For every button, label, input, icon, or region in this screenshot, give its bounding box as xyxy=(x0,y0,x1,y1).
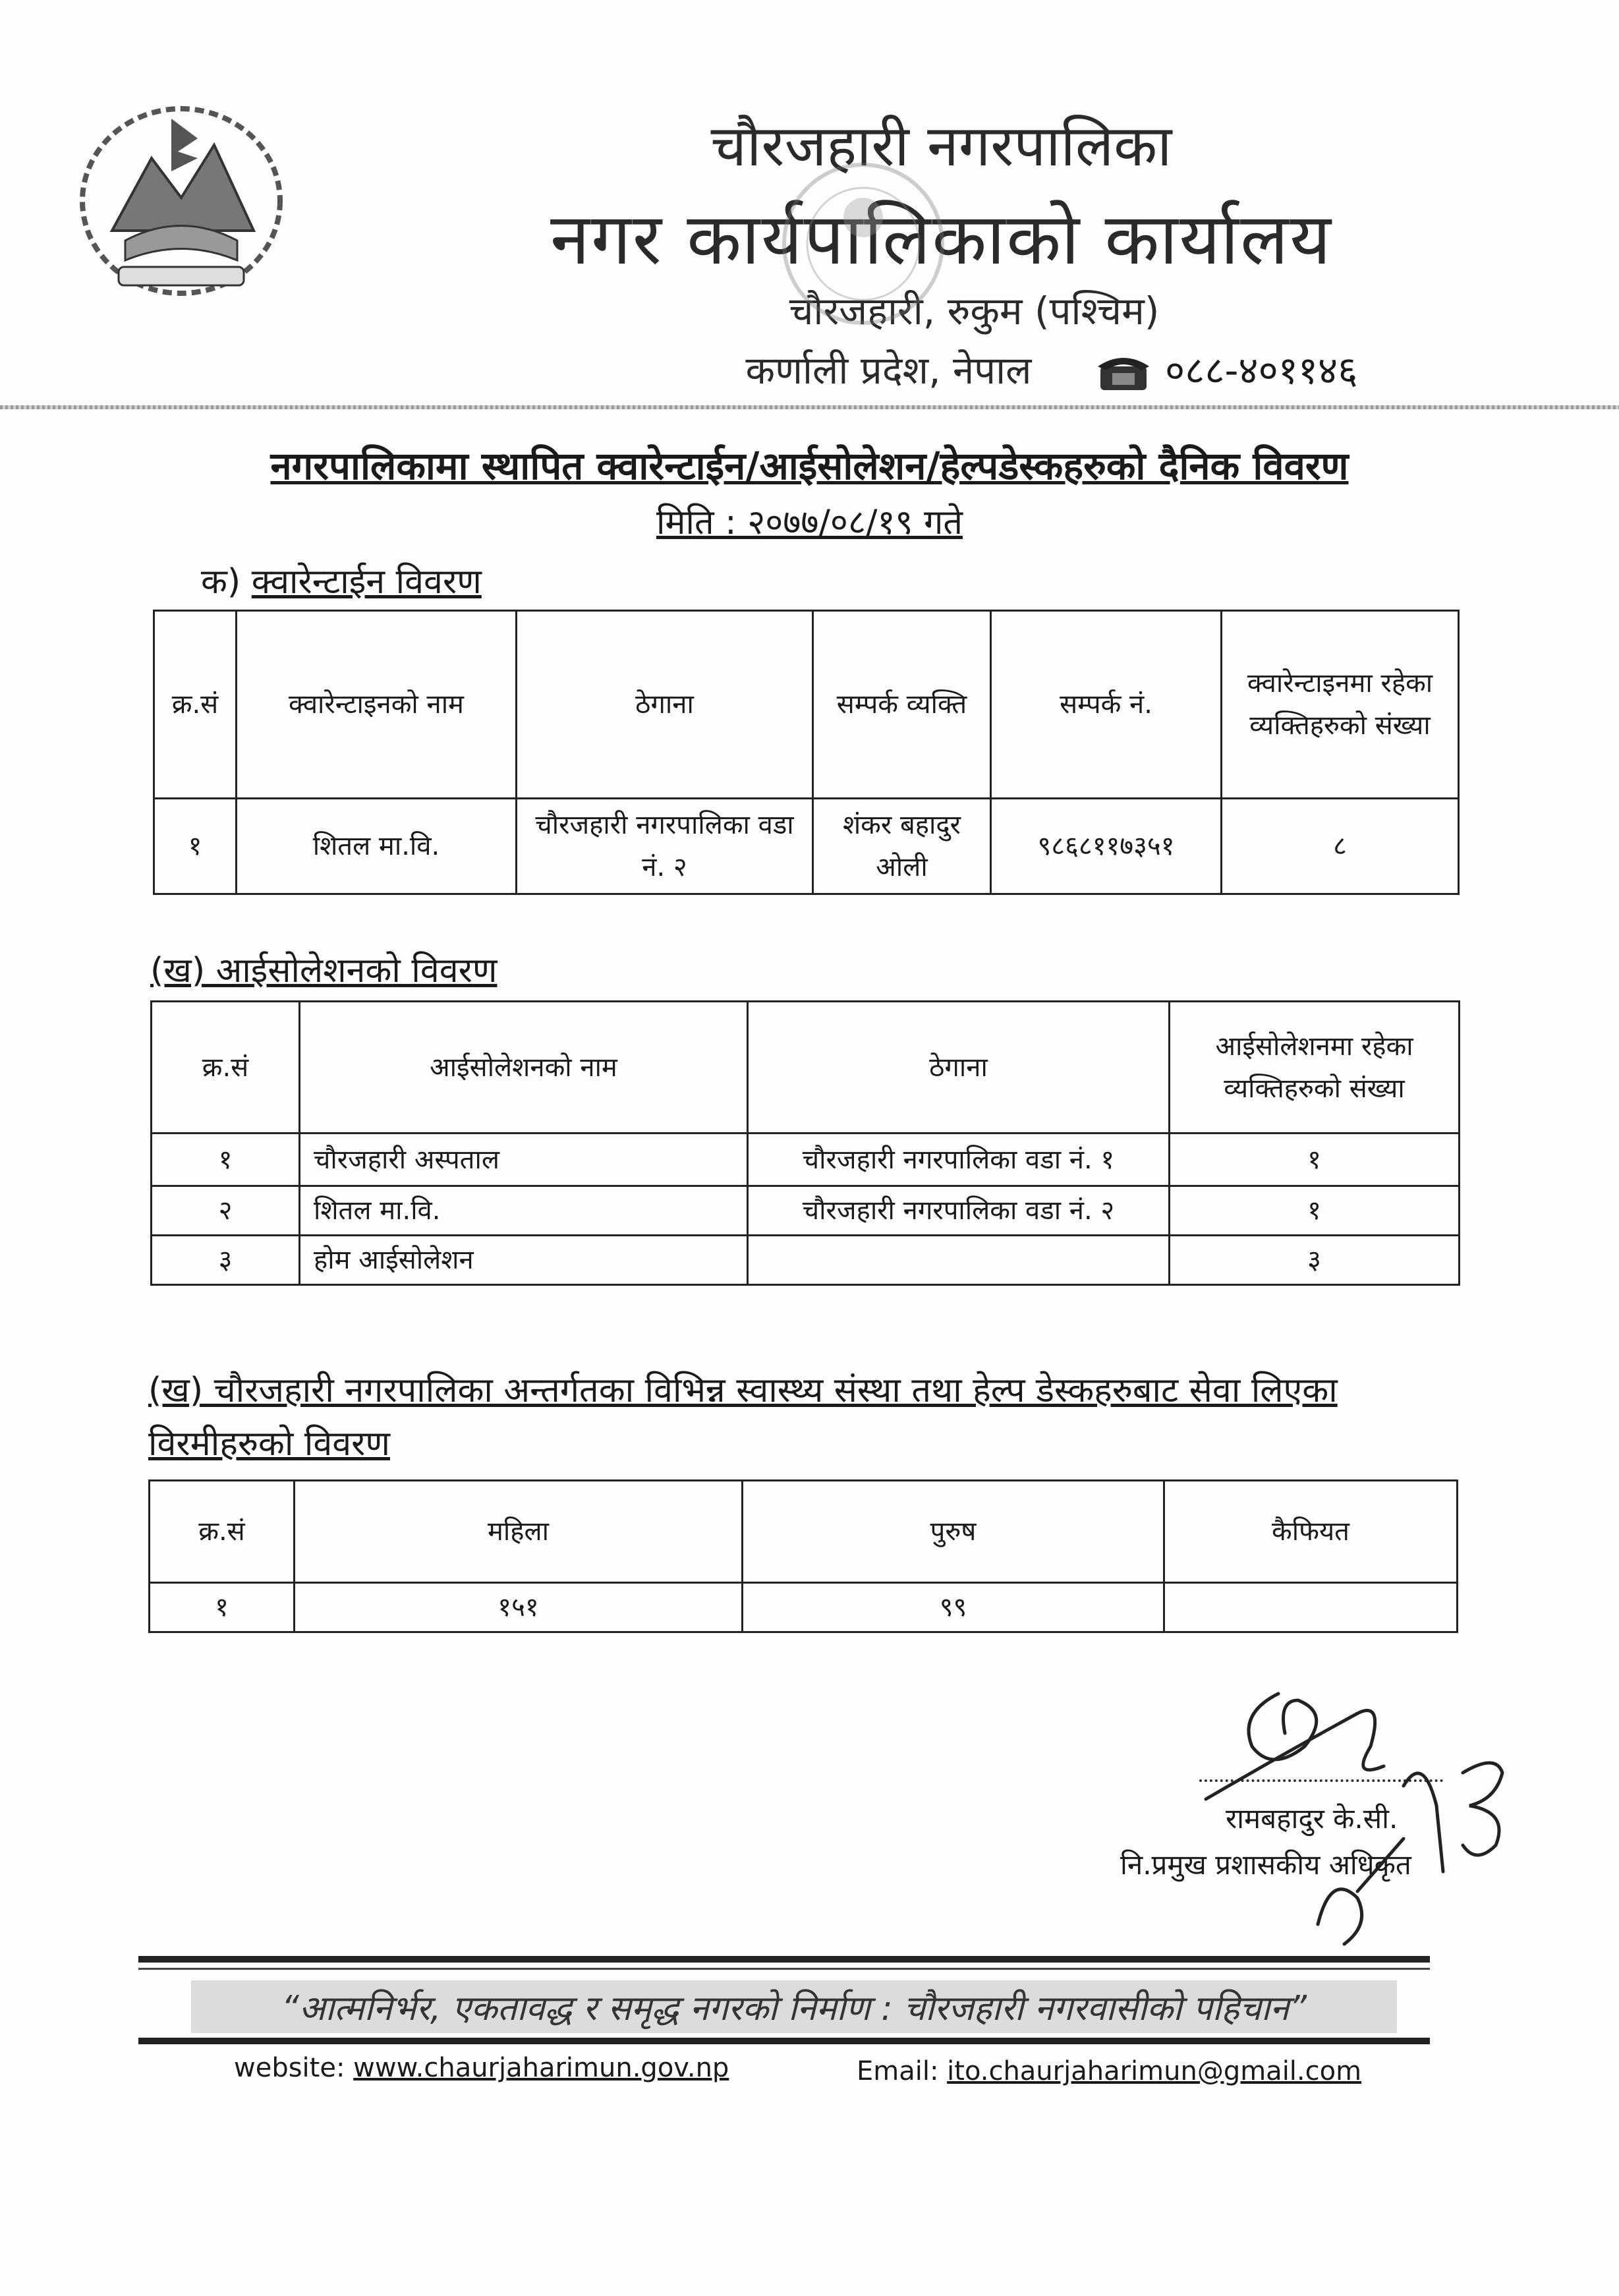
footer-website xyxy=(234,2053,729,2083)
quarantine-header-row xyxy=(154,611,1459,799)
cell-name: शितल मा.वि. xyxy=(237,799,517,894)
header-female: महिला xyxy=(295,1481,743,1583)
isolation-table xyxy=(150,1000,1460,1286)
website-link[interactable]: www.chaurjaharimun.gov.np xyxy=(353,2053,729,2083)
cell-sn: २ xyxy=(152,1186,300,1236)
header-isolation-count: आईसोलेशनमा रहेका व्यक्तिहरुको संख्या xyxy=(1170,1002,1460,1134)
address-line-2: कर्णाली प्रदेश, नेपाल xyxy=(745,348,1032,393)
header-male: पुरुष xyxy=(743,1481,1164,1583)
header-sn: क्र.सं xyxy=(154,611,237,799)
header-divider xyxy=(0,405,1619,409)
patients-table xyxy=(148,1479,1458,1633)
table-row xyxy=(152,1134,1460,1186)
cell-count: ८ xyxy=(1222,799,1459,894)
table-row xyxy=(150,1583,1458,1632)
cell-address: चौरजहारी नगरपालिका वडा नं. १ xyxy=(748,1134,1170,1186)
cell-contact-no: ९८६८११७३५१ xyxy=(991,799,1222,894)
email-link[interactable]: ito.chaurjaharimun@gmail.com xyxy=(947,2056,1362,2086)
telephone-icon xyxy=(1094,353,1153,393)
handwritten-signature xyxy=(1186,1674,1529,1957)
header-contact-person: सम्पर्क व्यक्ति xyxy=(813,611,991,799)
footer-divider-bottom xyxy=(138,2038,1430,2044)
header-sn: क्र.सं xyxy=(150,1481,295,1583)
website-label: website: xyxy=(234,2053,345,2083)
cell-remarks xyxy=(1164,1583,1458,1632)
table-row xyxy=(154,799,1459,894)
cell-name: होम आईसोलेशन xyxy=(300,1236,748,1285)
patients-section-title: (ख) चौरजहारी नगरपालिका अन्तर्गतका विभिन्न स्वास्थ्य संस्था तथा हेल्प डेस्कहरुबाट सेवा लिएका विरमीहरुको विवरण xyxy=(148,1371,1338,1464)
cell-name: शितल मा.वि. xyxy=(300,1186,748,1236)
quarantine-section-heading xyxy=(201,557,482,604)
header-address: ठेगाना xyxy=(517,611,813,799)
quarantine-section-title: क्वारेन्टाईन विवरण xyxy=(251,562,482,602)
office-name: नगर कार्यपालिकाको कार्यालय xyxy=(550,198,1332,281)
cell-count: १ xyxy=(1170,1186,1460,1236)
header-quarantine-count: क्वारेन्टाइनमा रहेका व्यक्तिहरुको संख्या xyxy=(1222,611,1459,799)
isolation-section-heading xyxy=(150,946,497,992)
signatory-name: रामबहादुर के.सी. xyxy=(1226,1802,1398,1835)
cell-sn: १ xyxy=(154,799,237,894)
address-line-1: चौरजहारी, रुकुम (पश्चिम) xyxy=(789,289,1160,333)
phone-number xyxy=(1094,343,1357,395)
office-stamp-icon xyxy=(778,145,949,343)
cell-sn: १ xyxy=(150,1583,295,1632)
header-quarantine-name: क्वारेन्टाइनको नाम xyxy=(237,611,517,799)
cell-male: ९९ xyxy=(743,1583,1164,1632)
table-row xyxy=(152,1186,1460,1236)
header-isolation-name: आईसोलेशनको नाम xyxy=(300,1002,748,1134)
cell-address xyxy=(748,1236,1170,1285)
isolation-section-title: (ख) आईसोलेशनको विवरण xyxy=(150,951,497,990)
header-contact-no: सम्पर्क नं. xyxy=(991,611,1222,799)
document-date: मिति : २०७७/०८/१९ गते xyxy=(656,503,963,542)
org-name: चौरजहारी नगरपालिका xyxy=(710,113,1172,179)
cell-name: चौरजहारी अस्पताल xyxy=(300,1134,748,1186)
header-address: ठेगाना xyxy=(748,1002,1170,1134)
header-remarks: कैफियत xyxy=(1164,1481,1458,1583)
isolation-header-row xyxy=(152,1002,1460,1134)
cell-count: ३ xyxy=(1170,1236,1460,1285)
footer-divider-thin xyxy=(138,1968,1430,1970)
footer-divider-top xyxy=(138,1956,1430,1963)
quarantine-section-prefix: क) xyxy=(201,562,241,602)
cell-address: चौरजहारी नगरपालिका वडा नं. २ xyxy=(517,799,813,894)
cell-female: १५१ xyxy=(295,1583,743,1632)
phone-text: ०८८-४०११४६ xyxy=(1165,348,1358,393)
signatory-title: नि.प्रमुख प्रशासकीय अधिकृत xyxy=(1120,1849,1411,1881)
quarantine-table xyxy=(153,610,1460,895)
footer-email xyxy=(857,2056,1361,2086)
cell-sn: ३ xyxy=(152,1236,300,1285)
cell-address: चौरजहारी नगरपालिका वडा नं. २ xyxy=(748,1186,1170,1236)
cell-contact-person: शंकर बहादुर ओली xyxy=(813,799,991,894)
patients-header-row xyxy=(150,1481,1458,1583)
document-title: नगरपालिकामा स्थापित क्वारेन्टाईन/आईसोलेशन/हेल्पडेस्कहरुको दैनिक विवरण xyxy=(270,444,1349,488)
header-sn: क्र.सं xyxy=(152,1002,300,1134)
footer-motto: “आत्मनिर्भर, एकतावद्ध र समृद्ध नगरको निर्माण : चौरजहारी नगरवासीको पहिचान” xyxy=(281,1989,1307,2028)
email-label: Email: xyxy=(857,2056,939,2086)
table-row xyxy=(152,1236,1460,1285)
cell-count: १ xyxy=(1170,1134,1460,1186)
cell-sn: १ xyxy=(152,1134,300,1186)
